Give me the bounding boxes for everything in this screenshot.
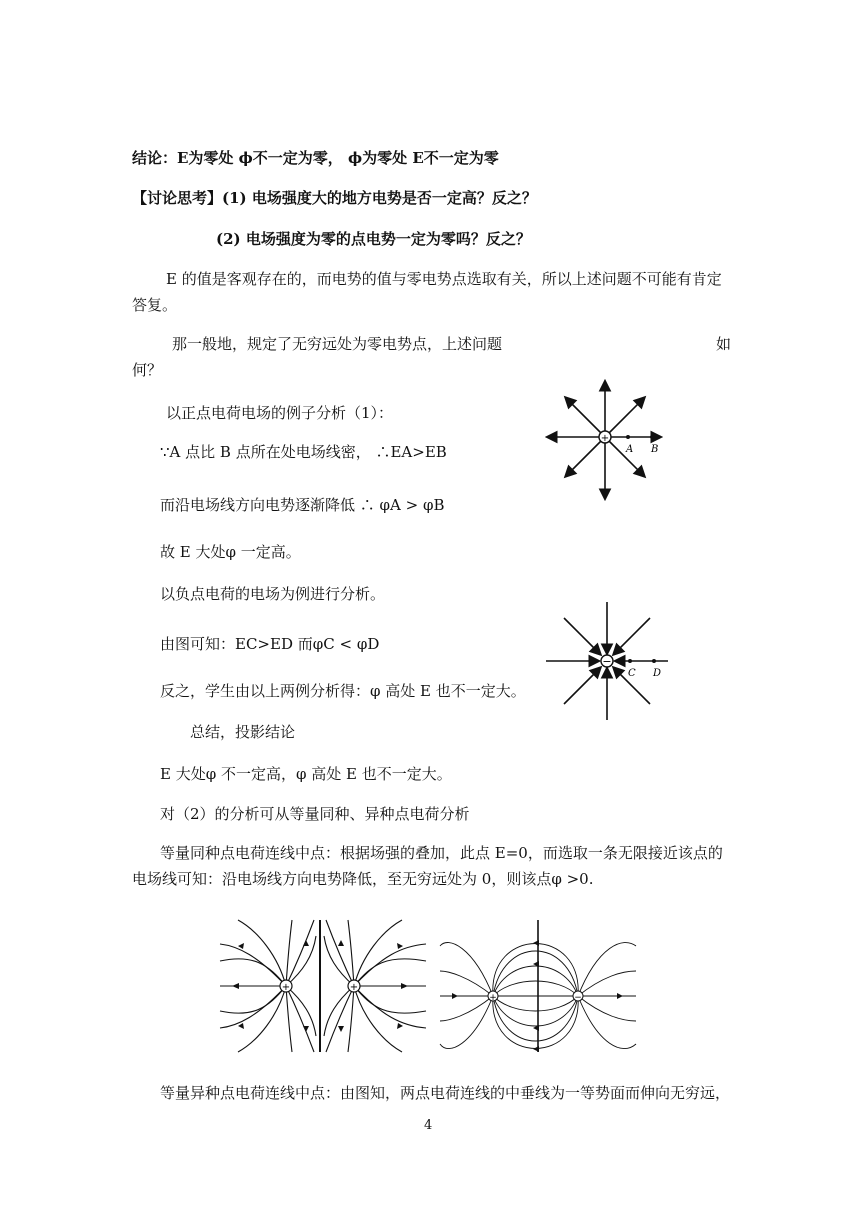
summary-heading: 总结，投影结论 (190, 723, 296, 741)
paragraph-question-c: 何？ (132, 361, 163, 379)
conclusion-line: 结论：E为零处 ϕ不一定为零， ϕ为零处 E不一定为零 (132, 149, 499, 167)
paragraph-e-objective: E 的值是客观存在的，而电势的值与零电势点选取有关，所以上述问题不可能有肯定答复。 (132, 270, 722, 314)
from-figure-line: 由图可知：EC>ED 而φC < φD (160, 635, 380, 653)
along-line: 而沿电场线方向电势逐渐降低 ∴ φA > φB (160, 496, 445, 514)
negative-charge-field-figure (540, 596, 680, 726)
same-charge-paragraph: 等量同种点电荷连线中点：根据场强的叠加，此点 E=0，而选取一条无限接近该点的电场线可知：沿电场线方向电势降低，至无穷远处为 0，则该点φ >0. (132, 844, 723, 888)
like-right-charge-sign: + (349, 982, 359, 993)
discussion-question-2: (2) 电场强度为零的点电势一定为零吗？反之？ (216, 230, 531, 248)
point-b-label: B (651, 444, 659, 455)
positive-charge-sign: + (600, 433, 610, 444)
negative-example-heading: 以负点电荷的电场为例进行分析。 (160, 585, 386, 603)
unlike-right-charge-sign: − (574, 993, 582, 1003)
positive-charge-field-figure (538, 370, 678, 510)
conversely-line: 反之，学生由以上两例分析得：φ 高处 E 也不一定大。 (160, 682, 526, 700)
discussion-question-1: 【讨论思考】(1) 电场强度大的地方电势是否一定高？反之？ (132, 189, 537, 207)
paragraph-question-b: 如 (716, 335, 732, 353)
point-c-label: C (628, 668, 636, 679)
like-charges-field-figure (218, 916, 428, 1056)
point-a-label: A (626, 444, 634, 455)
positive-example-heading: 以正点电荷电场的例子分析（1）： (166, 404, 394, 422)
negative-charge-sign: − (602, 655, 612, 668)
because-line: ∵A 点比 B 点所在处电场线密， ∴EA>EB (160, 443, 447, 461)
paragraph-question-a: 那一般地，规定了无穷远处为零电势点，上述问题 (172, 335, 503, 353)
hence-line: 故 E 大处φ 一定高。 (160, 543, 301, 561)
page-number: 4 (424, 1118, 433, 1133)
opposite-charge-paragraph: 等量异种点电荷连线中点：由图知，两点电荷连线的中垂线为一等势面而伸向无穷远， (160, 1084, 731, 1102)
like-left-charge-sign: + (281, 982, 291, 993)
summary-result: E 大处φ 不一定高，φ 高处 E 也不一定大。 (160, 765, 452, 783)
unlike-left-charge-sign: + (489, 993, 497, 1003)
unlike-charges-field-figure (438, 916, 638, 1056)
point-d-label: D (653, 668, 662, 679)
analysis-2-heading: 对（2）的分析可从等量同种、异种点电荷分析 (160, 805, 470, 823)
